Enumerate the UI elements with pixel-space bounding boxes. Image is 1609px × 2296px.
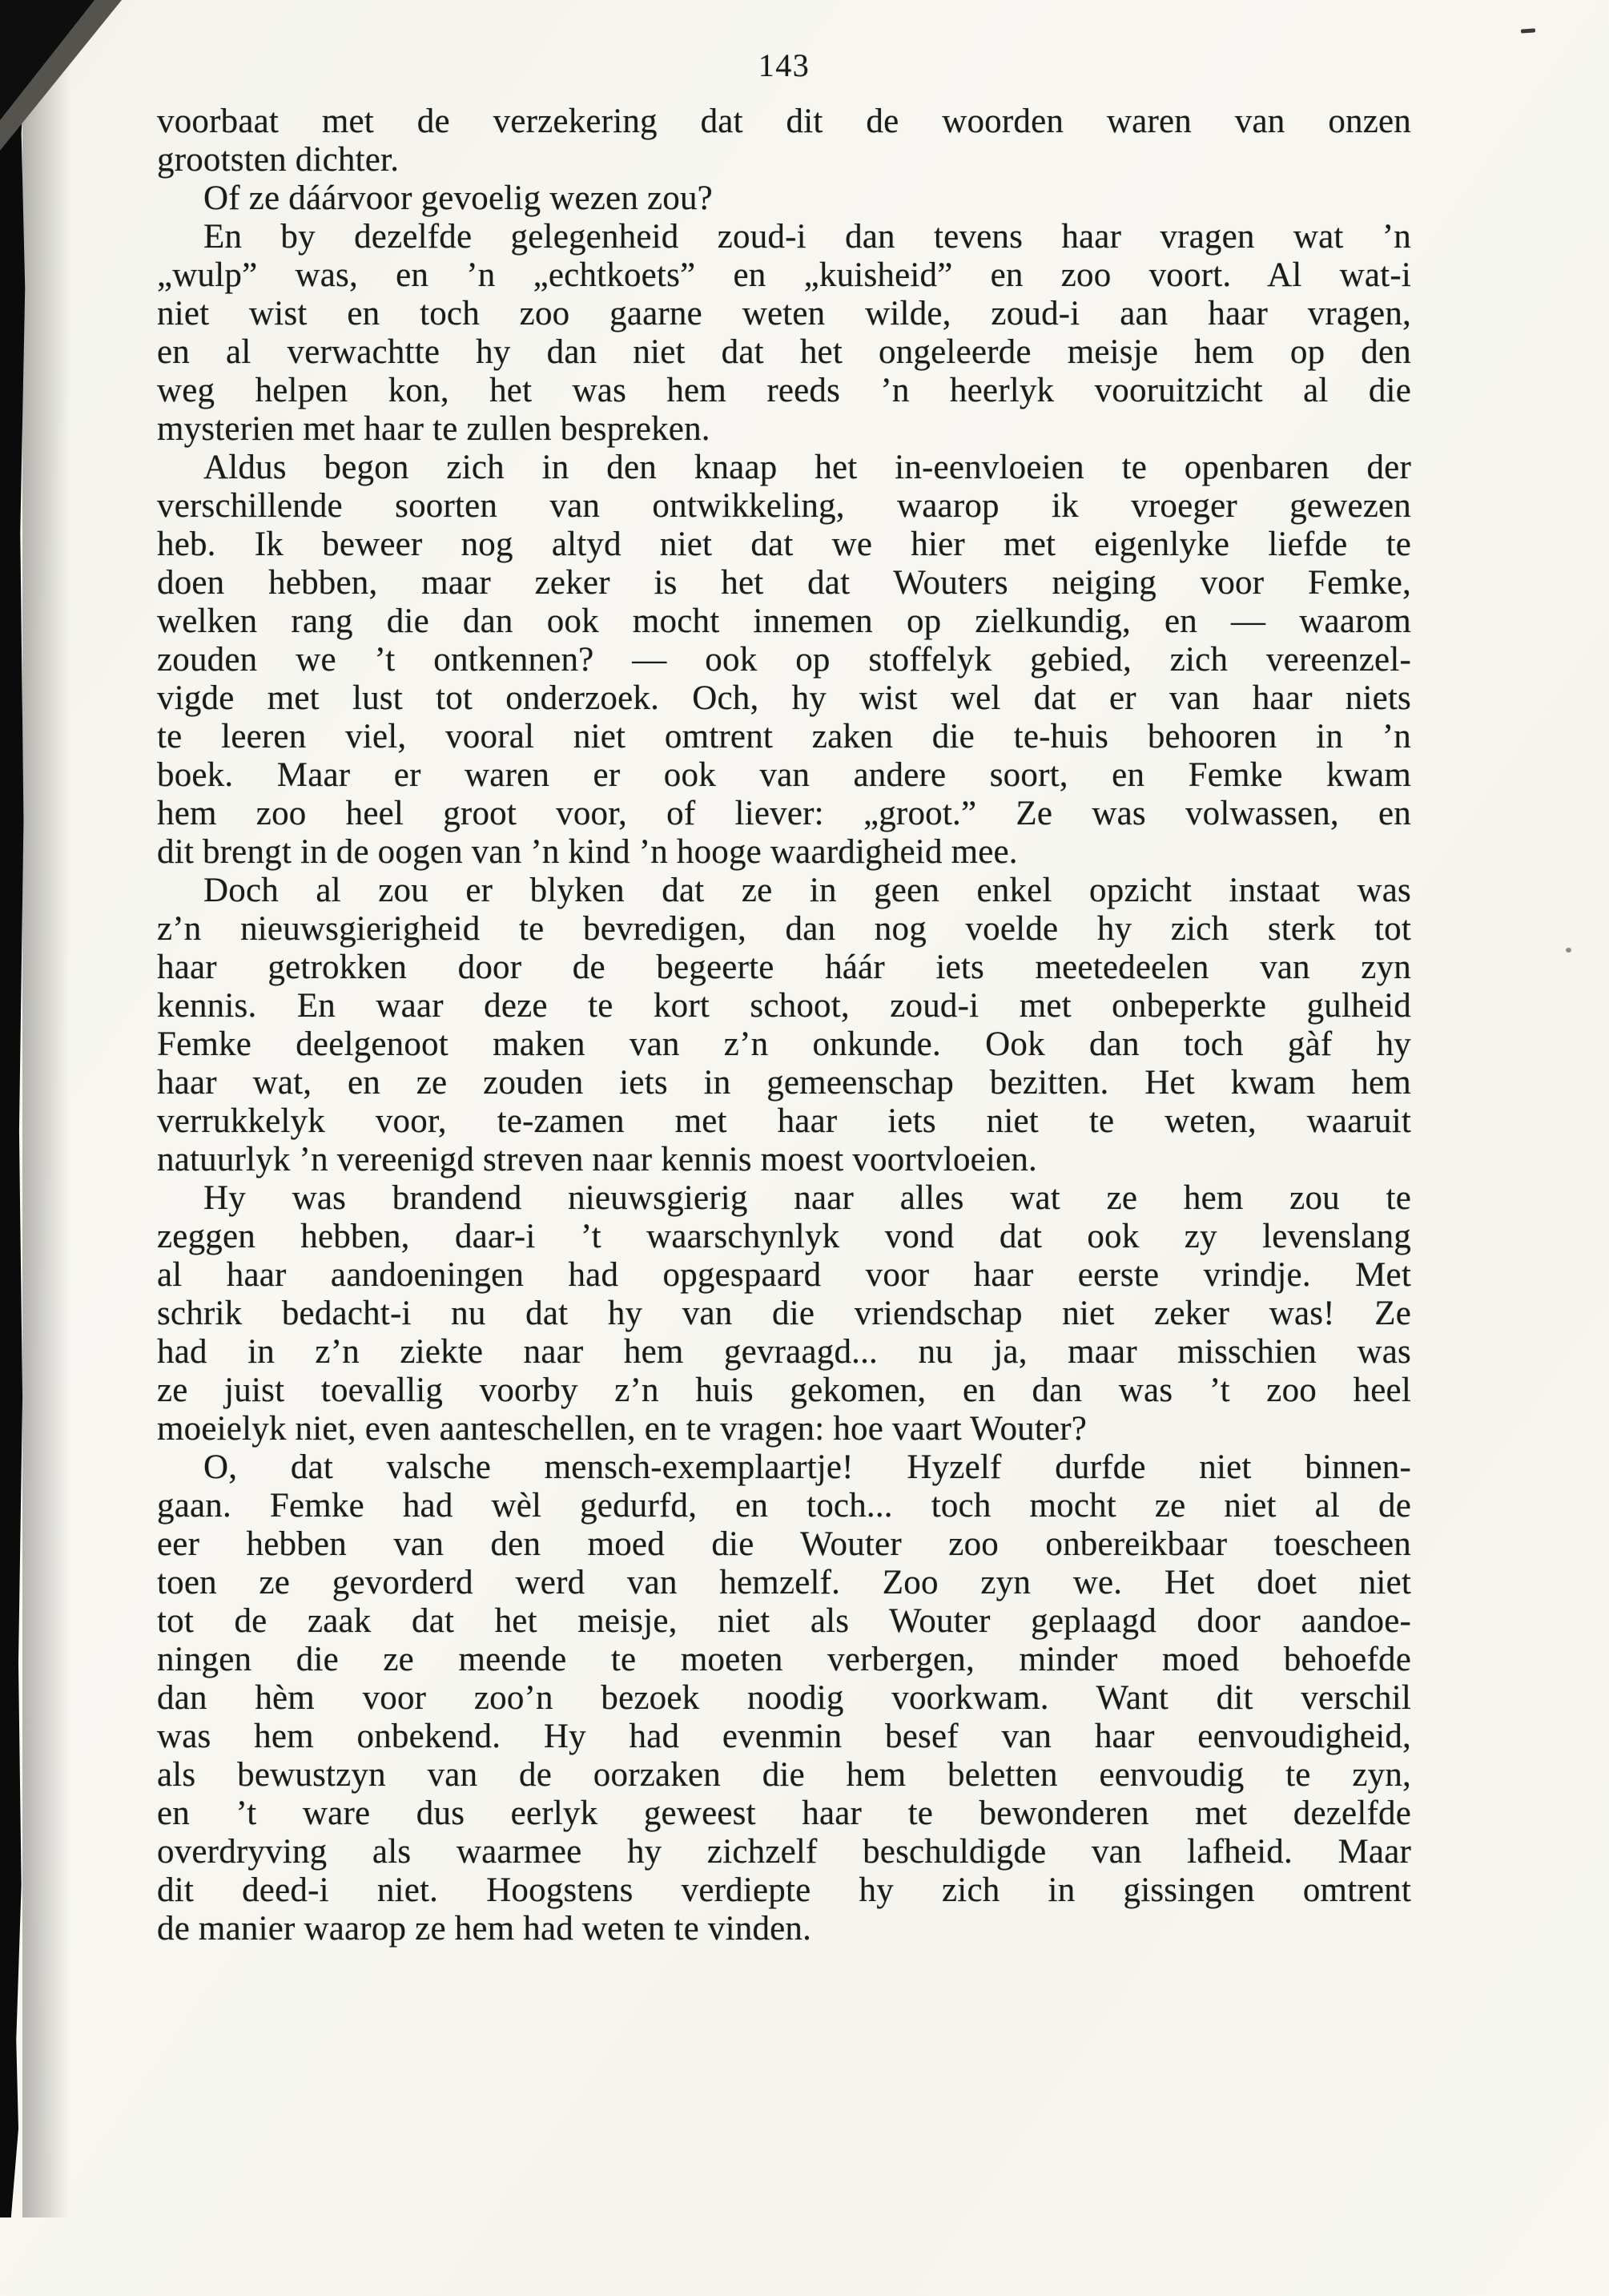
text-line: grootsten dichter. [157,141,400,179]
body-text [157,103,1411,1948]
text-line: O, dat valsche mensch-exemplaartje! Hyzelf durfde niet binnen- [203,1448,1411,1486]
text-line: zouden we ’t ontkennen? — ook op stoffelyk gebied, zich vereenzel- [157,641,1411,679]
text-line: voorbaat met de verzekering dat dit de woorden waren van onzen [157,103,1411,140]
text-line: eer hebben van den moed die Wouter zoo onbereikbaar toescheen [157,1525,1411,1563]
text-line: mysterien met haar te zullen bespreken. [157,410,710,448]
text-line: niet wist en toch zoo gaarne weten wilde, zoud-i aan haar vragen, [157,295,1411,332]
text-line: schrik bedacht-i nu dat hy van die vriendschap niet zeker was! Ze [157,1295,1411,1332]
text-line: haar getrokken door de begeerte háár iets meetedeelen van zyn [157,949,1411,986]
text-line: zeggen hebben, daar-i ’t waarschynlyk vond dat ook zy levenslang [157,1218,1411,1255]
text-line: hem zoo heel groot voor, of liever: „groot.” Ze was volwassen, en [157,795,1411,832]
text-line: dit deed-i niet. Hoogstens verdiepte hy zich in gissingen omtrent [157,1871,1411,1909]
text-line: boek. Maar er waren er ook van andere soort, en Femke kwam [157,756,1411,794]
scan-speckle [1566,948,1571,953]
text-line: doen hebben, maar zeker is het dat Wouters neiging voor Femke, [157,564,1411,602]
text-line: te leeren viel, vooral niet omtrent zaken die te-huis behooren in ’n [157,718,1411,755]
text-line: Doch al zou er blyken dat ze in geen enkel opzicht instaat was [203,872,1411,909]
text-line: z’n nieuwsgierigheid te bevredigen, dan nog voelde hy zich sterk tot [157,910,1411,948]
text-line: toen ze gevorderd werd van hemzelf. Zoo zyn we. Het doet niet [157,1564,1411,1601]
text-line: heb. Ik beweer nog altyd niet dat we hier met eigenlyke liefde te [157,526,1411,563]
text-line: verschillende soorten van ontwikkeling, waarop ik vroeger gewezen [157,487,1411,525]
text-line: tot de zaak dat het meisje, niet als Wouter geplaagd door aandoe- [157,1602,1411,1640]
text-line: en ’t ware dus eerlyk geweest haar te bewonderen met dezelfde [157,1795,1411,1832]
text-line: de manier waarop ze hem had weten te vinden. [157,1910,812,1948]
text-line: kennis. En waar deze te kort schoot, zoud-i met onbeperkte gulheid [157,987,1411,1025]
text-line: Of ze dáárvoor gevoelig wezen zou? [203,179,713,217]
page-number: 143 [758,47,811,83]
text-line: al haar aandoeningen had opgespaard voor haar eerste vrindje. Met [157,1256,1411,1294]
text-line: vigde met lust tot onderzoek. Och, hy wist wel dat er van haar niets [157,679,1411,717]
text-line: dan hèm voor zoo’n bezoek noodig voorkwam. Want dit verschil [157,1679,1411,1717]
text-line: overdryving als waarmee hy zichzelf beschuldigde van lafheid. Maar [157,1833,1411,1871]
text-line: dit brengt in de oogen van ’n kind ’n hooge waardigheid mee. [157,833,1018,871]
text-line: En by dezelfde gelegenheid zoud-i dan tevens haar vragen wat ’n [203,218,1411,256]
text-line: ningen die ze meende te moeten verbergen, minder moed behoefde [157,1641,1411,1678]
text-line: moeielyk niet, even aanteschellen, en te vragen: hoe vaart Wouter? [157,1410,1088,1448]
binding-shadow [22,0,70,2217]
scan-speckle [1521,28,1535,33]
text-line: had in z’n ziekte naar hem gevraagd... nu ja, maar misschien was [157,1333,1411,1371]
text-line: was hem onbekend. Hy had evenmin besef van haar eenvoudigheid, [157,1718,1411,1755]
text-line: natuurlyk ’n vereenigd streven naar kennis moest voortvloeien. [157,1141,1038,1178]
text-line: en al verwachtte hy dan niet dat het ongeleerde meisje hem op den [157,333,1411,371]
text-line: Femke deelgenoot maken van z’n onkunde. Ook dan toch gàf hy [157,1025,1411,1063]
text-line: gaan. Femke had wèl gedurfd, en toch... toch mocht ze niet al de [157,1487,1411,1525]
text-line: „wulp” was, en ’n „echtkoets” en „kuisheid” en zoo voort. Al wat-i [157,256,1411,294]
text-line: ze juist toevallig voorby z’n huis gekomen, en dan was ’t zoo heel [157,1372,1411,1409]
text-line: welken rang die dan ook mocht innemen op zielkundig, en — waarom [157,602,1411,640]
text-line: Aldus begon zich in den knaap het in-eenvloeien te openbaren der [203,449,1411,486]
text-line: Hy was brandend nieuwsgierig naar alles wat ze hem zou te [203,1179,1411,1217]
text-line: haar wat, en ze zouden iets in gemeenschap bezitten. Het kwam hem [157,1064,1411,1102]
text-line: weg helpen kon, het was hem reeds ’n heerlyk vooruitzicht al die [157,372,1411,409]
text-line: verrukkelyk voor, te-zamen met haar iets niet te weten, waaruit [157,1102,1411,1140]
text-line: als bewustzyn van de oorzaken die hem beletten eenvoudig te zyn, [157,1756,1411,1794]
